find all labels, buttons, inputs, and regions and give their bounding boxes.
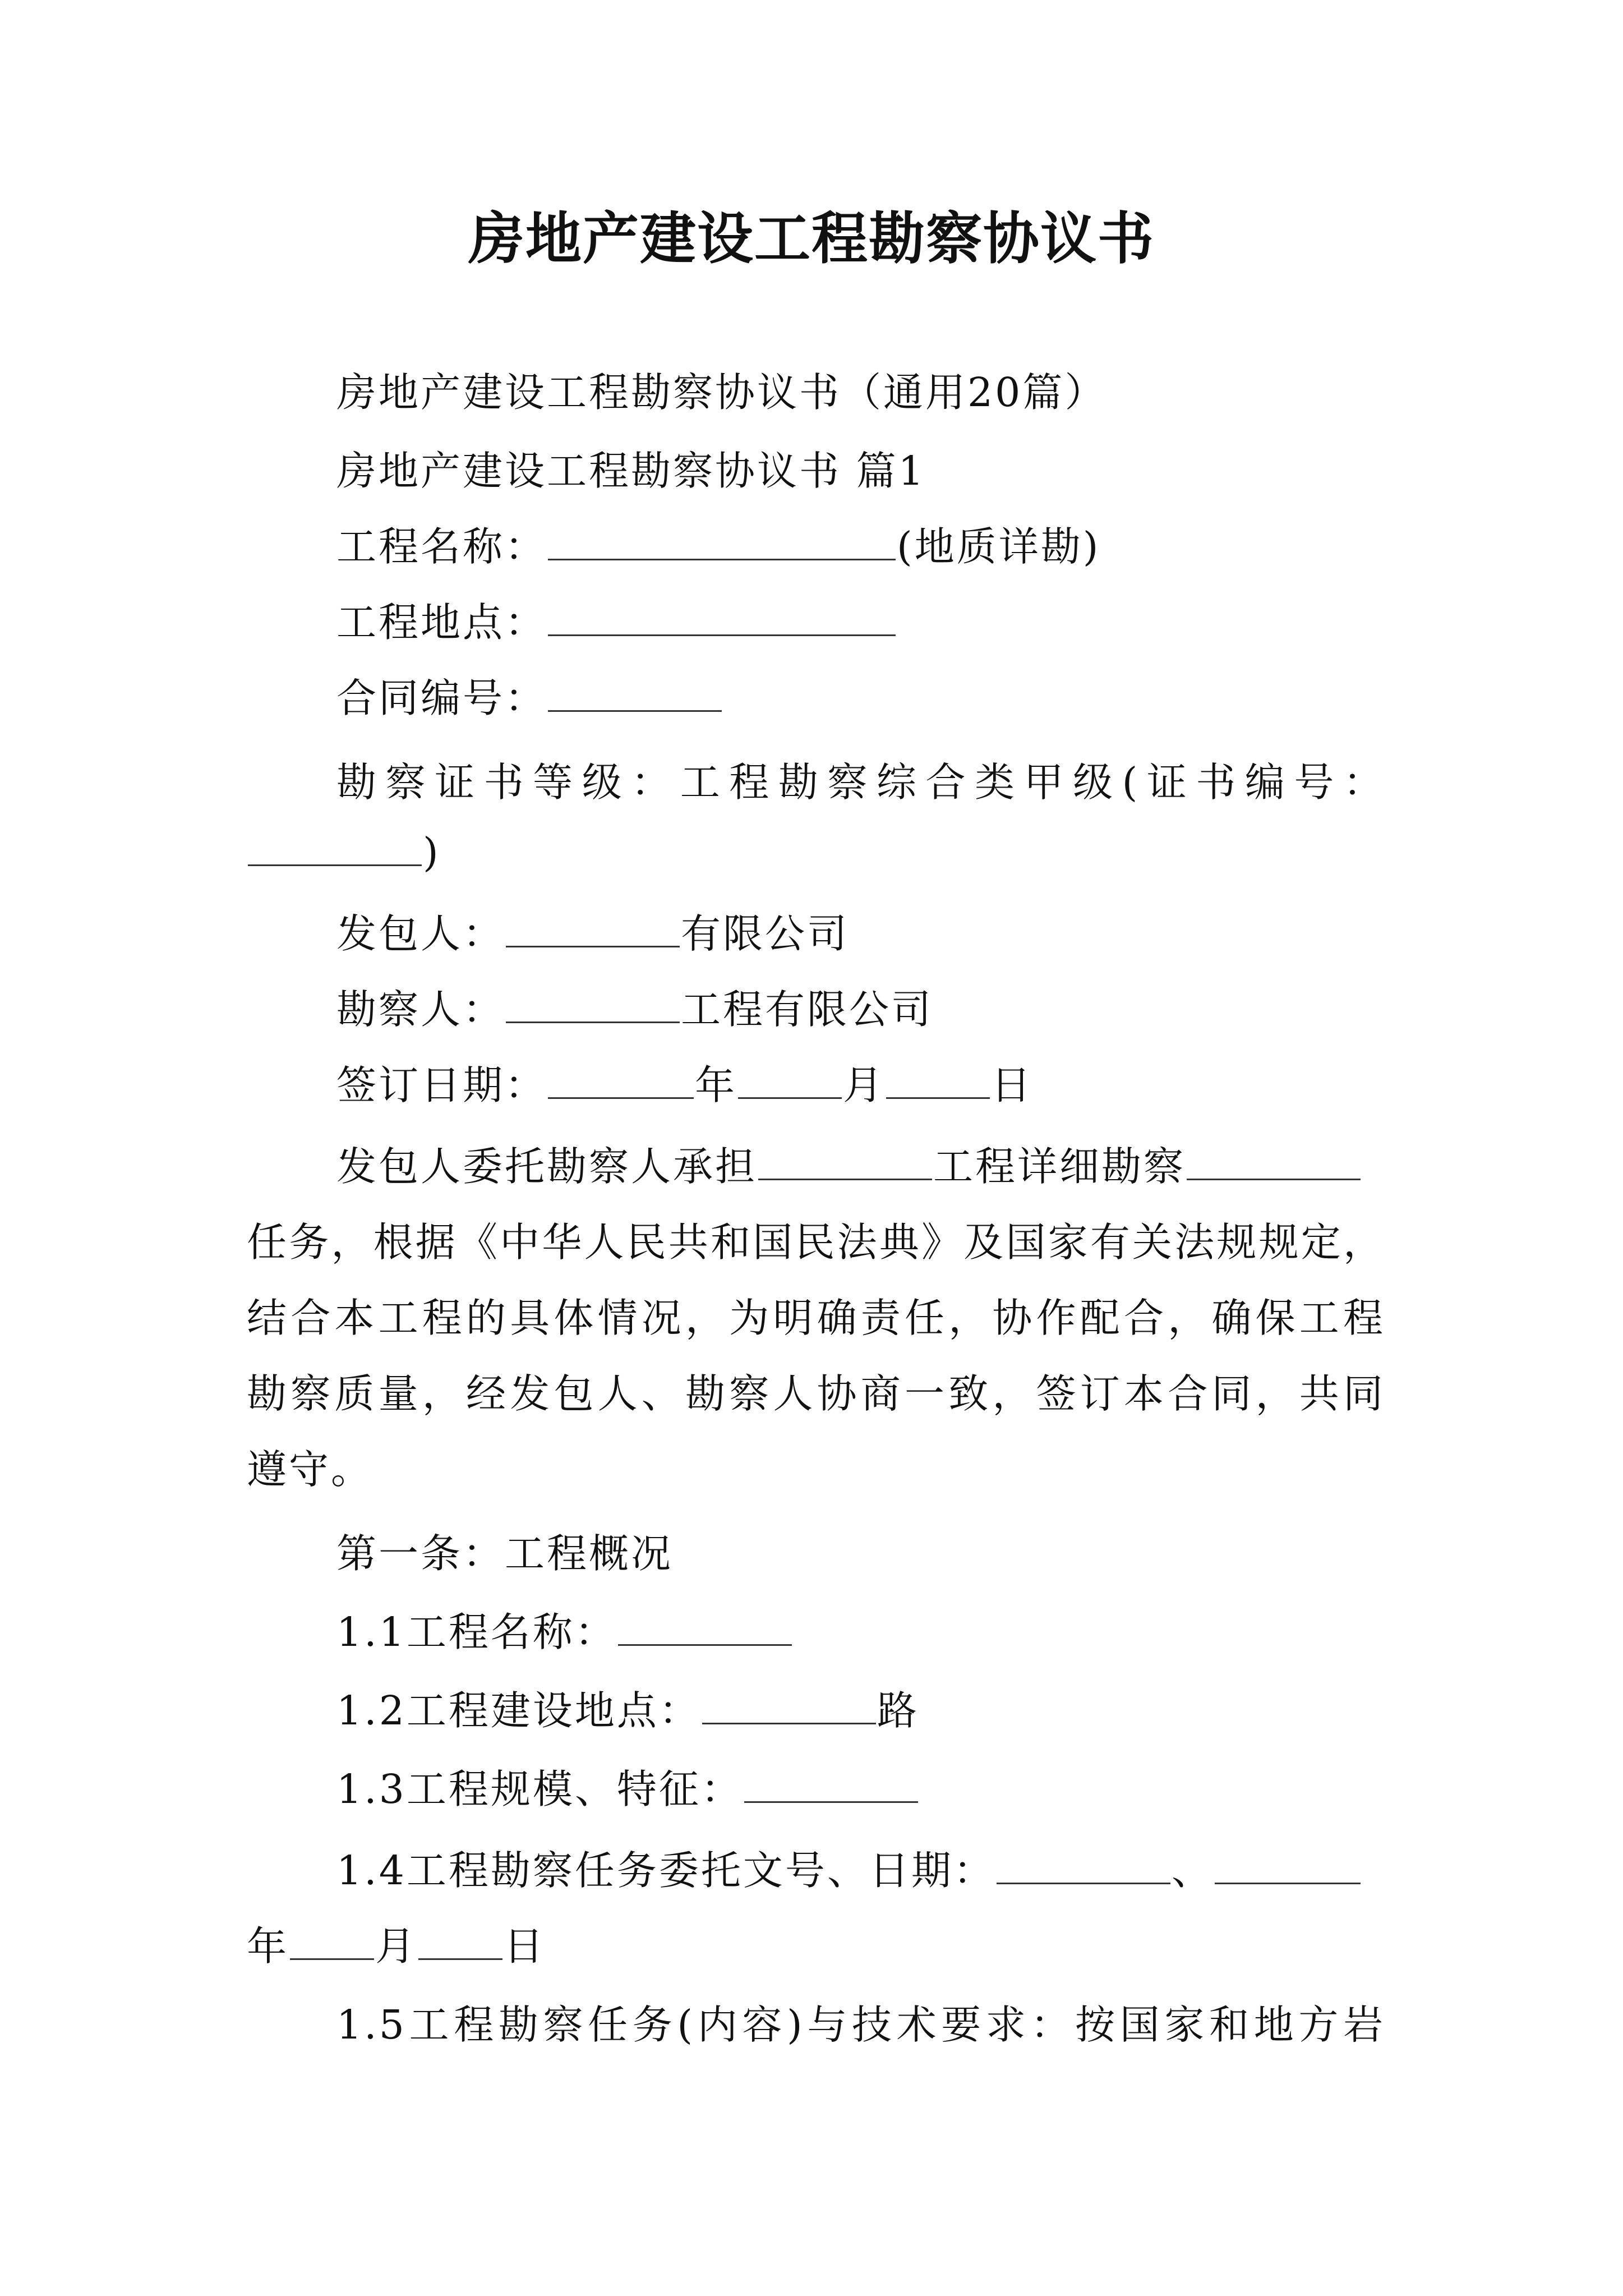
article-1-item-4-label: 1.4工程勘察任务委托文号、日期： [336, 1847, 995, 1894]
intro-task-blank[interactable] [1187, 1139, 1361, 1180]
sign-year-blank[interactable] [548, 1058, 694, 1099]
employer-line [336, 906, 849, 962]
surveyor-blank[interactable] [506, 982, 680, 1023]
project-location-blank[interactable] [548, 595, 896, 636]
project-name-label: 工程名称： [336, 523, 547, 570]
contract-no-label: 合同编号： [336, 675, 547, 721]
surveyor-line [336, 982, 933, 1038]
contract-no-blank[interactable] [548, 671, 722, 712]
article-1-item-4-sep: 、 [1171, 1847, 1214, 1894]
surveyor-label: 勘察人： [336, 986, 505, 1033]
document-title: 房地产建设工程勘察协议书 [468, 205, 1155, 272]
employer-blank[interactable] [506, 907, 680, 947]
sign-day-blank[interactable] [886, 1058, 990, 1099]
certificate-line-1: 勘察证书等级：工程勘察综合类甲级(证书编号： [336, 759, 1385, 806]
intro-line-1-b: 工程详细勘察 [933, 1143, 1186, 1190]
project-name-line [336, 519, 1100, 575]
employer-label: 发包人： [336, 910, 505, 957]
article-1-item-2-suffix: 路 [877, 1687, 919, 1734]
intro-line-3: 结合本工程的具体情况，为明确责任，协作配合，确保工程 [247, 1295, 1385, 1341]
intro-line-4: 勘察质量，经发包人、勘察人协商一致，签订本合同，共同 [247, 1370, 1385, 1417]
contract-no-line [336, 670, 723, 726]
sign-day-text: 日 [991, 1062, 1034, 1108]
article-1-item-3-blank[interactable] [744, 1762, 918, 1803]
article-1-item-1-blank[interactable] [618, 1605, 792, 1646]
article-1-item-4-blank-a[interactable] [997, 1843, 1170, 1884]
article-1-item-4-day: 日 [504, 1923, 546, 1970]
sign-date-label: 签订日期： [336, 1062, 547, 1108]
sign-month-blank[interactable] [738, 1058, 842, 1099]
certificate-line-2-end: ) [423, 829, 441, 876]
section-heading: 房地产建设工程勘察协议书 篇1 [336, 448, 926, 494]
certificate-line-2 [247, 825, 441, 881]
document-subtitle: 房地产建设工程勘察协议书（通用20篇） [336, 369, 1107, 416]
article-1-item-4-month: 月 [375, 1923, 418, 1970]
project-name-blank[interactable] [548, 519, 896, 560]
article-1-item-2-label: 1.2工程建设地点： [336, 1687, 701, 1734]
intro-line-5: 遵守。 [247, 1446, 374, 1493]
sign-year-text: 年 [695, 1062, 737, 1108]
article-1-item-4 [336, 1843, 1362, 1899]
article-1-item-4-day-blank[interactable] [418, 1919, 502, 1960]
article-1-heading: 第一条：工程概况 [336, 1530, 674, 1577]
article-1-item-3-label: 1.3工程规模、特征： [336, 1766, 743, 1812]
sign-date-line [336, 1057, 1033, 1114]
project-name-suffix: (地质详勘) [897, 523, 1101, 570]
intro-line-2: 任务，根据《中华人民共和国民法典》及国家有关法规规定， [247, 1219, 1385, 1266]
article-1-item-2 [336, 1683, 919, 1739]
sign-month-text: 月 [843, 1062, 886, 1108]
article-1-item-3 [336, 1761, 919, 1818]
article-1-item-1-label: 1.1工程名称： [336, 1609, 617, 1655]
intro-line-1 [336, 1139, 1362, 1195]
employer-suffix: 有限公司 [681, 910, 850, 957]
article-1-item-5: 1.5工程勘察任务(内容)与技术要求：按国家和地方岩 [336, 2001, 1385, 2048]
intro-project-blank[interactable] [758, 1139, 932, 1180]
article-1-item-1 [336, 1604, 793, 1660]
project-location-label: 工程地点： [336, 599, 547, 646]
article-1-item-4-year: 年 [247, 1923, 289, 1970]
intro-line-1-a: 发包人委托勘察人承担 [336, 1143, 758, 1190]
article-1-item-4-month-blank[interactable] [290, 1919, 374, 1960]
surveyor-suffix: 工程有限公司 [681, 986, 934, 1033]
article-1-item-2-blank[interactable] [702, 1683, 876, 1724]
project-location-line [336, 595, 897, 651]
article-1-item-4-blank-b[interactable] [1215, 1843, 1361, 1884]
certificate-no-blank[interactable] [248, 825, 422, 866]
article-1-item-4-date [247, 1918, 546, 1975]
